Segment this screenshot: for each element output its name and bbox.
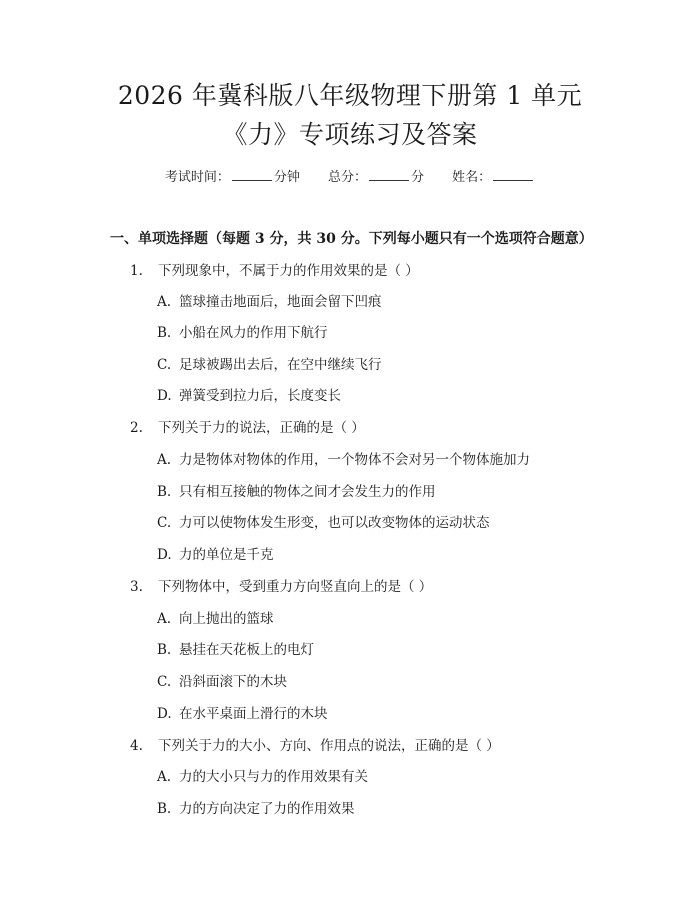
- option-letter: A.: [157, 769, 172, 785]
- option-letter: C.: [157, 357, 172, 373]
- option-3d: [157, 705, 328, 723]
- exam-time-label: 考试时间：: [164, 170, 230, 185]
- option-1c: [157, 356, 382, 374]
- question-3: [130, 578, 432, 596]
- option-text: 力是物体对物体的作用，一个物体不会对另一个物体施加力: [179, 452, 530, 468]
- total-score-blank: [369, 168, 409, 181]
- question-number: 3.: [130, 579, 143, 595]
- option-letter: A.: [157, 294, 172, 310]
- exam-time-unit: 分钟: [273, 170, 300, 185]
- option-letter: D.: [157, 388, 172, 404]
- option-text: 小船在风力的作用下航行: [179, 325, 328, 341]
- question-2: [130, 419, 365, 437]
- option-letter: C.: [157, 674, 172, 690]
- question-number: 1.: [130, 263, 143, 279]
- option-text: 悬挂在天花板上的电灯: [179, 642, 314, 658]
- document-title-line1: 2026 年冀科版八年级物理下册第 1 单元: [117, 81, 583, 110]
- option-letter: A.: [157, 452, 172, 468]
- exam-info: [0, 168, 700, 187]
- option-text: 只有相互接触的物体之间才会发生力的作用: [179, 484, 436, 500]
- option-text: 足球被踢出去后，在空中继续飞行: [179, 357, 382, 373]
- option-letter: D.: [157, 706, 172, 722]
- student-name-label: 姓名：: [452, 170, 492, 185]
- option-3c: [157, 673, 287, 691]
- exam-time-blank: [232, 168, 272, 181]
- option-letter: B.: [157, 484, 172, 500]
- option-text: 力的单位是千克: [179, 547, 274, 563]
- option-2d: [157, 546, 274, 564]
- option-text: 向上抛出的篮球: [179, 611, 274, 627]
- document-title-line2: 《力》专项练习及答案: [222, 120, 478, 149]
- option-text: 弹簧受到拉力后，长度变长: [179, 388, 341, 404]
- section-heading: 一、单项选择题（每题 3 分，共 30 分。下列每小题只有一个选项符合题意）: [110, 231, 593, 247]
- option-letter: B.: [157, 325, 172, 341]
- option-2b: [157, 483, 436, 501]
- option-text: 力的方向决定了力的作用效果: [179, 801, 355, 817]
- question-number: 4.: [130, 738, 143, 754]
- option-1b: [157, 324, 328, 342]
- option-text: 力可以使物体发生形变，也可以改变物体的运动状态: [179, 515, 490, 531]
- option-letter: D.: [157, 547, 172, 563]
- option-text: 在水平桌面上滑行的木块: [179, 706, 328, 722]
- option-letter: A.: [157, 611, 172, 627]
- option-3b: [157, 641, 314, 659]
- option-4b: [157, 800, 355, 818]
- question-1: [130, 262, 419, 280]
- question-4: [130, 737, 500, 755]
- total-score-unit: 分: [411, 170, 425, 185]
- option-text: 力的大小只与力的作用效果有关: [179, 769, 368, 785]
- question-text: 下列现象中，不属于力的作用效果的是（ ）: [158, 263, 419, 279]
- option-letter: B.: [157, 801, 172, 817]
- option-1a: [157, 293, 382, 311]
- total-score-label: 总分：: [327, 170, 367, 185]
- option-1d: [157, 387, 341, 405]
- question-text: 下列关于力的大小、方向、作用点的说法，正确的是（ ）: [158, 738, 500, 754]
- student-name-blank: [493, 168, 533, 181]
- option-letter: B.: [157, 642, 172, 658]
- option-text: 沿斜面滚下的木块: [179, 674, 287, 690]
- option-text: 篮球撞击地面后，地面会留下凹痕: [179, 294, 382, 310]
- option-3a: [157, 610, 274, 628]
- student-name-field: [452, 168, 535, 187]
- total-score-field: [328, 168, 424, 187]
- option-2c: [157, 514, 490, 532]
- option-2a: [157, 451, 530, 469]
- option-letter: C.: [157, 515, 172, 531]
- question-number: 2.: [130, 420, 143, 436]
- option-4a: [157, 768, 368, 786]
- exam-time-field: [165, 168, 300, 187]
- question-text: 下列物体中，受到重力方向竖直向上的是（ ）: [158, 579, 433, 595]
- question-text: 下列关于力的说法，正确的是（ ）: [158, 420, 365, 436]
